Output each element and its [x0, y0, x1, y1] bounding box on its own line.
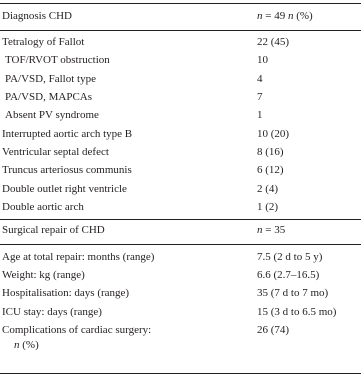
top-rule	[0, 3, 361, 4]
row-label: Complications of cardiac surgery:	[2, 324, 152, 336]
row-label: Absent PV syndrome	[5, 109, 99, 121]
row-value: 22 (45)	[257, 36, 290, 48]
row-value: 10	[257, 54, 268, 66]
row-value: 7	[257, 91, 263, 103]
section1-header-rule	[0, 30, 361, 31]
table-row	[0, 307, 361, 321]
section1-header-value: n = 49 n (%)	[257, 10, 313, 22]
row-value: 2 (4)	[257, 183, 279, 195]
italic-n: n	[14, 339, 20, 351]
row-label: Weight: kg (range)	[2, 269, 85, 281]
row-value: 6 (12)	[257, 164, 284, 176]
row-value: 7.5 (2 d to 5 y)	[257, 251, 323, 263]
table-row	[0, 55, 361, 69]
row-label: PA/VSD, Fallot type	[5, 73, 96, 85]
table-row	[0, 147, 361, 161]
row-label: Truncus arteriosus communis	[2, 164, 132, 176]
row-value: 35 (7 d to 7 mo)	[257, 287, 329, 299]
row-value: 8 (16)	[257, 146, 284, 158]
row-label: TOF/RVOT obstruction	[5, 54, 110, 66]
row-value: 1	[257, 109, 263, 121]
table-row	[0, 325, 361, 339]
section2-header-row	[0, 225, 361, 239]
row-label: ICU stay: days (range)	[2, 306, 102, 318]
row-label: Tetralogy of Fallot	[2, 36, 85, 48]
row-value: 4	[257, 73, 263, 85]
section1-header-row	[0, 11, 361, 25]
bottom-rule	[0, 373, 361, 374]
row-label: Age at total repair: months (range)	[2, 251, 155, 263]
table-row	[0, 74, 361, 88]
table-row-continuation	[0, 340, 361, 354]
section1-header-label: Diagnosis CHD	[2, 10, 72, 22]
table-row	[0, 165, 361, 179]
row-value: 10 (20)	[257, 128, 290, 140]
table-row	[0, 252, 361, 266]
table-row	[0, 288, 361, 302]
table-row	[0, 110, 361, 124]
table-row	[0, 129, 361, 143]
row-label-continuation: n (%)	[14, 339, 39, 351]
row-label: Double aortic arch	[2, 201, 84, 213]
row-label: Double outlet right ventricle	[2, 183, 127, 195]
section2-header-value: n = 35	[257, 224, 286, 236]
table-row	[0, 37, 361, 51]
row-value: 6.6 (2.7–16.5)	[257, 269, 320, 281]
section2-header-rule	[0, 244, 361, 245]
row-label: Ventricular septal defect	[2, 146, 109, 158]
row-label: Hospitalisation: days (range)	[2, 287, 130, 299]
section-divider-rule	[0, 219, 361, 220]
row-label: Interrupted aortic arch type B	[2, 128, 133, 140]
section2-header-label: Surgical repair of CHD	[2, 224, 105, 236]
row-label: PA/VSD, MAPCAs	[5, 91, 93, 103]
table-row	[0, 202, 361, 216]
table-row	[0, 92, 361, 106]
table-row	[0, 184, 361, 198]
row-value: 26 (74)	[257, 324, 290, 336]
table-row	[0, 270, 361, 284]
row-value: 1 (2)	[257, 201, 279, 213]
row-value: 15 (3 d to 6.5 mo)	[257, 306, 337, 318]
